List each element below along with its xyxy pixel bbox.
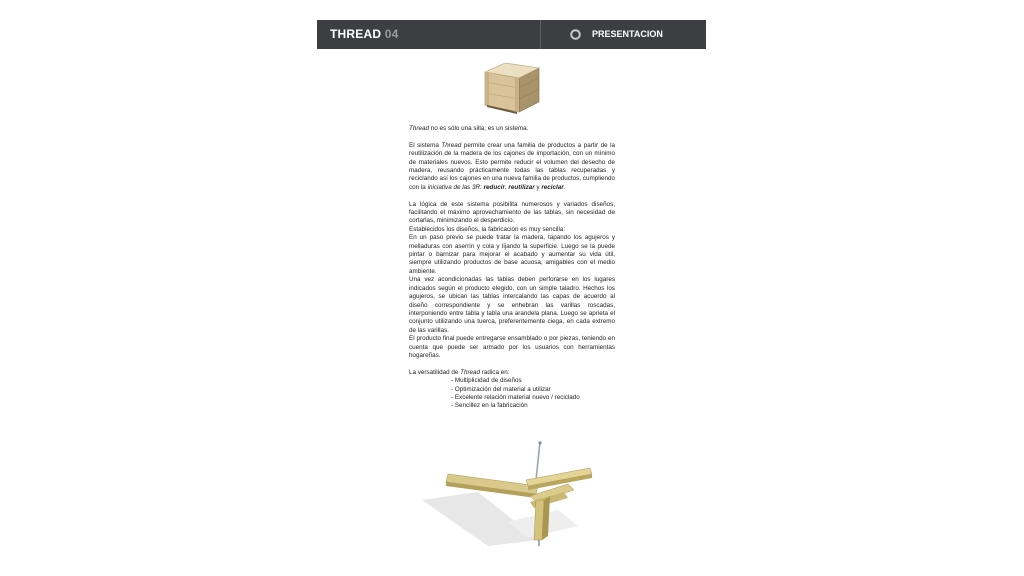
circle-icon [570,29,581,40]
versatility-paragraph [409,369,615,377]
p2-b: permite crear una familia de productos a partir de la reutilización de la madera de los cajones de importación, con un mínimo de materiales nuevos. Esto permite reducir el volumen del desecho de madera, reusando prácticamente todas las tablas recuperadas y reciclando así los cajones en una nueva familia de productos, cumpliendo con la [409,141,615,191]
header-divider [540,20,541,49]
p2-c: , [504,183,509,191]
title-number: 04 [384,27,399,41]
list-item: - Optimización del material a utilizar [451,385,551,393]
title-text: THREAD [330,27,382,41]
logic-paragraph: La lógica de este sistema posibilita numerosos y variados diseños, facilitando el máximo aprovechamiento de las tablas, sin necesidad de cortarlas, minimizando el desperdicio. [409,200,615,225]
assembly-paragraph: Una vez acondicionadas las tablas deben perforarse en los lugares indicados según el producto elegido, con un simple taladro. Hechos los agujeros, se ubican las tablas intercalando las capas de acuerdo al diseño correspondiente y se enhebran las varillas roscadas, interponiendo entre tabla y tabla una arandela plana. Luego se aprieta el conjunto utilizando una tuerca, preferentemente ciega, en cada extremo de las varillas. [409,276,615,334]
p8-em: Thread [460,368,481,376]
treatment-paragraph: En un paso previo se puede tratar la madera, tapando los agujeros y melladuras con aserrín y cola y lijando la superficie. Luego se la puede pintar o barnizar para mejorar el acabado y aumentar su vida útil, siempre utilizando productos de base acuosa, amigables con el medio ambiente. [409,234,615,275]
p2-reutilizar: reutilizar [508,183,535,191]
p2-em2: iniciativa de las 3R: [427,183,484,191]
p2-d: y [534,183,542,191]
p2-reciclar: reciclar [541,183,564,191]
system-paragraph [409,142,615,192]
list-item: - Sencillez en la fabricación [451,402,528,410]
list-item: - Excelente relación material nuevo / reciclado [451,393,580,401]
section-label: PRESENTACION [592,29,663,39]
intro-emphasis: Thread [409,125,429,132]
p2-e: . [563,183,566,191]
delivery-paragraph: El producto final puede entregarse ensamblado o por piezas, teniendo en cuenta que puede ser armado por los usuarios con herramientas hogareñas. [409,335,615,359]
p2-a: El sistema [409,141,442,149]
p8-a: La versatilidad de [409,368,461,376]
versatility-list [409,377,615,411]
list-item: - Multiplicidad de diseños [451,377,522,385]
fabrication-paragraph: Establecidos los diseños, la fabricación es muy sencilla: [409,225,566,233]
page-title [330,20,399,49]
p8-b: radica en: [480,368,510,376]
crate-image [479,60,543,114]
p2-reducir: reducir [483,183,505,191]
p2-em: Thread [441,141,462,149]
page-header [317,20,706,49]
description-text [409,125,615,411]
intro-text: no es sólo una silla; es un sistema. [428,125,529,132]
assembly-image [418,440,596,548]
intro-paragraph [409,125,615,133]
